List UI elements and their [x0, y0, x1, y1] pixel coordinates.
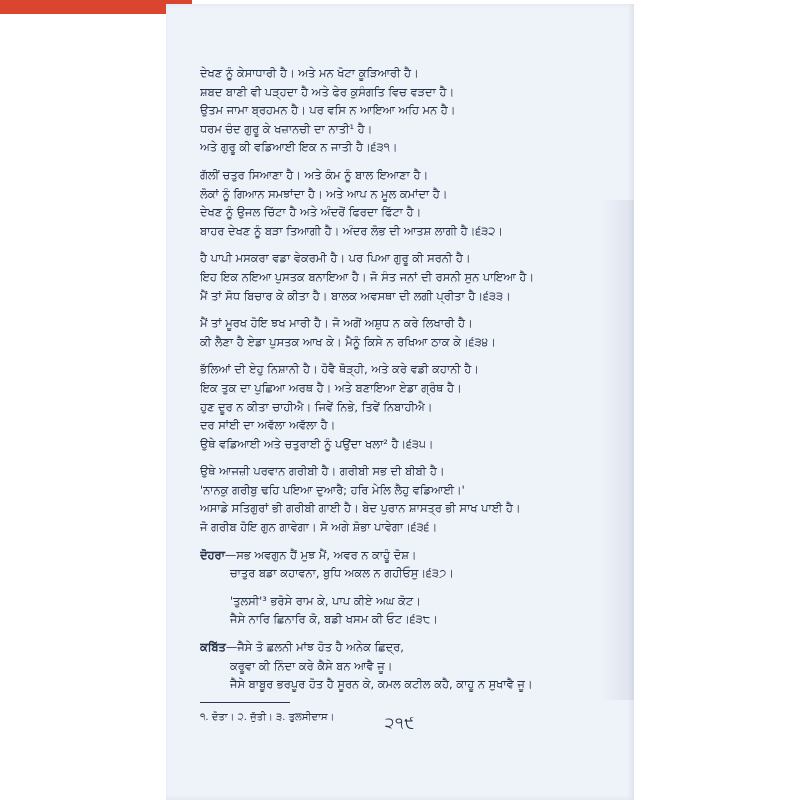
tulsi-line: ਜੈਸੇ ਨਾਰਿ ਛਿਨਾਰਿ ਕੋ, ਬਡੀ ਖਸਮ ਕੀ ਓਟ।੬੩੮।	[230, 612, 438, 627]
text-line: ਇਕ ਤੁਕ ਦਾ ਪੁਛਿਆ ਅਰਥ ਹੈ। ਅਤੇ ਬਣਾਇਆ ਏਡਾ ਗ੍ਰੰਥ ਹੈ।	[200, 380, 462, 395]
text-line: 'ਨਾਨਕੁ ਗਰੀਬੁ ਢਹਿ ਪਇਆ ਦੁਆਰੈ; ਹਰਿ ਮੇਲਿ ਲੈਹੁ ਵਡਿਆਈ।'	[200, 482, 465, 497]
text-line: ਦੇਖਣ ਨੂੰ ਉਜਲ ਚਿੱਟਾ ਹੈ ਅਤੇ ਅੰਦਰੋਂ ਫਿਰਦਾ ਫਿੱਟਾ ਹੈ।	[200, 205, 422, 220]
page-number: ੨੧੯	[384, 714, 416, 732]
text-line: ਹੈ ਪਾਪੀ ਮਸਕਰਾ ਵਡਾ ਵੇਕਰਮੀ ਹੈ। ਪਰ ਪਿਆ ਗੁਰੂ ਕੀ ਸਰਨੀ ਹੈ।	[200, 251, 471, 266]
text-line: ਅਤੇ ਗੁਰੂ ਕੀ ਵਡਿਆਈ ਇਕ ਨ ਜਾਤੀ ਹੈ।੬੩੧।	[200, 140, 398, 155]
dohra-line	[200, 546, 618, 565]
text-line: ਸ਼ਬਦ ਬਾਣੀ ਵੀ ਪੜ੍ਹਦਾ ਹੈ ਅਤੇ ਫੇਰ ਕੁਸੰਗਤਿ ਵਿਚ ਵੜਦਾ ਹੈ।	[200, 84, 455, 99]
kabit-line: ਜੈਸੇ ਬਾਬੂਰ ਭਰਪੂਰ ਹੋਤ ਹੈ ਸੂਰਨ ਕੇ, ਕਮਲ ਕਟੀਲ ਕਹੈ, ਕਾਹੂ ਨ ਸੁਖਾਵੈ ਜੂ।	[230, 677, 533, 692]
dohra-label: ਦੋਹਰਾ	[200, 547, 225, 562]
kabit-line: ਕਰੂਵਾ ਕੀ ਨਿੰਦਾ ਕਰੇ ਕੈਸੇ ਬਨ ਆਵੈ ਜੂ।	[230, 658, 393, 673]
page-text	[200, 64, 618, 727]
kabit-line	[200, 638, 618, 657]
text-line: ਉਥੇ ਵਡਿਆਈ ਅਤੇ ਚਤੁਰਾਈ ਨੂੰ ਪਉਂਦਾ ਖਲਾ² ਹੈ।੬੩੫।	[200, 436, 434, 451]
text-line: ਗੱਲੀਂ ਚਤੁਰ ਸਿਆਣਾ ਹੈ। ਅਤੇ ਕੰਮ ਨੂੰ ਬਾਲ ਇਆਣਾ ਹੈ।	[200, 167, 429, 182]
text-line: ਧਰਮ ਚੰਦ ਗੁਰੂ ਕੇ ਖਜ਼ਾਨਚੀ ਦਾ ਨਾਤੀ¹ ਹੈ।	[200, 121, 373, 136]
kabit-text: —ਜੈਸੇ ਤੋ ਛਲਨੀ ਮਾਂਝ ਹੋਤ ਹੈ ਅਨੇਕ ਛਿਦ੍ਰ,	[225, 640, 404, 655]
tulsi-line: 'ਤੁਲਸੀ'³ ਭਰੋਸੇ ਰਾਮ ਕੇ, ਪਾਪ ਕੀਏ ਅਘ ਕੋਟ।	[230, 593, 421, 608]
text-line: ਬਾਹਰ ਦੇਖਣ ਨੂੰ ਬੜਾ ਤਿਆਗੀ ਹੈ। ਅੰਦਰ ਲੋਭ ਦੀ ਆਤਸ਼ ਲਾਗੀ ਹੈ।੬੩੨।	[200, 223, 503, 238]
text-line: ਹੁਣ ਦੂਰ ਨ ਕੀਤਾ ਚਾਹੀਐ। ਜਿਵੇਂ ਨਿਭੇ, ਤਿਵੇਂ ਨਿਬਾਹੀਐ।	[200, 399, 433, 414]
text-line: ਉਥੇ ਆਜਜ਼ੀ ਪਰਵਾਨ ਗਰੀਬੀ ਹੈ। ਗਰੀਬੀ ਸਭ ਦੀ ਬੀਬੀ ਹੈ।	[200, 464, 445, 479]
red-cover-edge	[0, 0, 192, 14]
footnote: ੧. ਦੋਤਾ। ੨. ਜੁੱਤੀ। ੩. ਤੁਲਸੀਦਾਸ।	[200, 711, 335, 723]
text-line: ਮੈਂ ਤਾਂ ਮੂਰਖ ਹੋਇ ਝਖ ਮਾਰੀ ਹੈ। ਜੋ ਅਗੋਂ ਅਸ਼ੁਧ ਨ ਕਰੇ ਲਿਖਾਰੀ ਹੈ।	[200, 316, 473, 331]
text-line: ਉਤਮ ਜਾਮਾ ਬ੍ਰਹਮਨ ਹੈ। ਪਰ ਵਸਿ ਨ ਆਇਆ ਅਹਿ ਮਨ ਹੈ।	[200, 103, 456, 118]
footnote-separator	[200, 702, 290, 703]
text-line: ਦੇਖਣ ਨੂੰ ਕੇਸਾਧਾਰੀ ਹੈ। ਅਤੇ ਮਨ ਖੋਟਾ ਕੂੜਿਆਰੀ ਹੈ।	[200, 66, 419, 80]
kabit-label: ਕਬਿੱਤ	[200, 640, 226, 655]
dohra-text: —ਸਭ ਅਵਗੁਨ ਹੈਂ ਮੁਝ ਮੈਂ, ਅਵਰ ਨ ਕਾਹੂੰ ਦੋਸ਼।	[224, 547, 417, 562]
text-line: ਮੈਂ ਤਾਂ ਸੋਧ ਬਿਚਾਰ ਕੇ ਕੀਤਾ ਹੈ। ਬਾਲਕ ਅਵਸਥਾ ਦੀ ਲਗੀ ਪ੍ਰੀਤਾ ਹੈ।੬੩੩।	[200, 288, 511, 303]
text-line: ਲੋਕਾਂ ਨੂੰ ਗਿਆਨ ਸਮਝਾਂਦਾ ਹੈ। ਅਤੇ ਆਪ ਨ ਮੂਲ ਕਮਾਂਦਾ ਹੈ।	[200, 186, 448, 201]
dohra-line: ਚਾਤੁਰ ਬਡਾ ਕਹਾਵਨਾ, ਬੁਧਿ ਅਕਲ ਨ ਗਹੀਓਸੁ।੬੩੭।	[230, 566, 454, 581]
text-line: ਇਹ ਇਕ ਨਇਆ ਪੁਸਤਕ ਬਨਾਇਆ ਹੈ। ਜੋ ਸੰਤ ਜਨਾਂ ਦੀ ਰਸਨੀ ਸੁਨ ਪਾਇਆ ਹੈ।	[200, 269, 535, 284]
text-line: ਦਰ ਸਾਂਈ ਦਾ ਅਵੱਲਾ ਅਵੱਲਾ ਹੈ।	[200, 418, 336, 433]
text-line: ਜੋ ਗਰੀਬ ਹੋਇ ਗੁਨ ਗਾਵੇਗਾ। ਸੋ ਅਗੇ ਸ਼ੋਭਾ ਪਾਵੇਗਾ।੬੩੬।	[200, 520, 438, 535]
text-line: ਕੀ ਲੈਣਾ ਹੈ ਏਡਾ ਪੁਸਤਕ ਆਖ ਕੇ। ਮੈਨੂੰ ਕਿਸੇ ਨ ਰਖਿਆ ਠਾਕ ਕੇ।੬੩੪।	[200, 334, 496, 349]
text-line: ਅਸਾਡੇ ਸਤਿਗੁਰਾਂ ਭੀ ਗਰੀਬੀ ਗਾਈ ਹੈ। ਬੇਦ ਪੁਰਾਨ ਸ਼ਾਸਤ੍ਰ ਭੀ ਸਾਖ ਪਾਈ ਹੈ।	[200, 501, 521, 516]
text-line: ਭੱਲਿਆਂ ਦੀ ਏਹੁ ਨਿਸ਼ਾਨੀ ਹੈ। ਹੋਵੈ ਥੋੜ੍ਹੀ, ਅਤੇ ਕਰੇ ਵਡੀ ਕਹਾਨੀ ਹੈ।	[200, 362, 479, 377]
